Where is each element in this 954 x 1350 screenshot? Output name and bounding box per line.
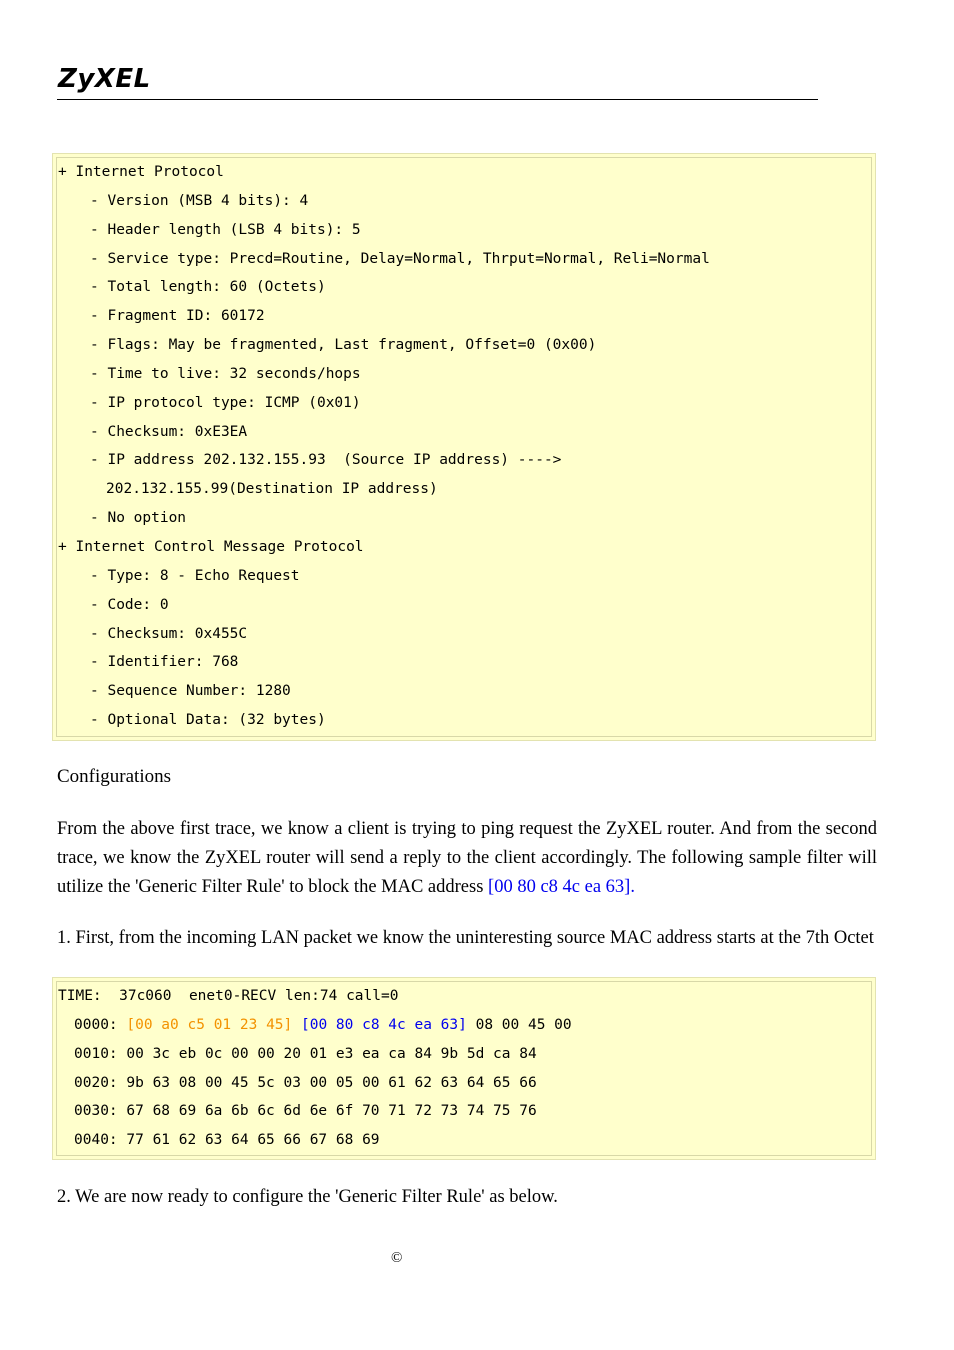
paragraph-text: From the above first trace, we know a client is trying to ping request the ZyXEL router. And from the second trace, we know the ZyXEL router will send a reply to the client accordingly. The following sample filter will utilize the 'Generic Filter Rule' to block the MAC address (57, 819, 877, 897)
hex-line: 0020: 9b 63 08 00 45 5c 03 00 05 00 61 62 63 64 65 66 (74, 1074, 537, 1091)
hex-line: 0010: 00 3c eb 0c 00 00 20 01 e3 ea ca 84 9b 5d ca 84 (74, 1045, 537, 1062)
blocked-mac-address: [00 80 c8 4c ea 63]. (488, 877, 635, 897)
hex-line: 0040: 77 61 62 63 64 65 66 67 68 69 (74, 1132, 380, 1149)
zyxel-logo: ZyXEL (58, 64, 151, 94)
source-mac-bytes: [00 80 c8 4c ea 63] (301, 1016, 467, 1033)
step-one-paragraph: 1. First, from the incoming LAN packet we know the uninteresting source MAC address starts at the 7th Octet (57, 928, 874, 948)
description-paragraph (57, 815, 877, 902)
hex-line: TIME: 37c060 enet0-RECV len:74 call=0 (58, 988, 399, 1004)
trace-line: - Flags: May be fragmented, Last fragment, Offset=0 (0x00) (90, 337, 597, 354)
trace-line: - Type: 8 - Echo Request (90, 567, 300, 584)
hex-space (292, 1017, 301, 1033)
trace-line: - Total length: 60 (Octets) (90, 279, 326, 296)
trace-line: - Checksum: 0x455C (90, 625, 248, 642)
copyright-symbol: © (391, 1250, 403, 1266)
trace-line: - No option (90, 510, 187, 527)
trace-line: - Code: 0 (90, 596, 169, 613)
trace-line: - IP address 202.132.155.93 (Source IP address) ----> (90, 452, 562, 469)
trace-line: - Sequence Number: 1280 (90, 683, 291, 700)
trace-line: - IP protocol type: ICMP (0x01) (90, 394, 361, 411)
step-two-paragraph: 2. We are now ready to configure the 'Generic Filter Rule' as below. (57, 1187, 558, 1207)
hex-offset: 0000: (74, 1016, 127, 1033)
section-heading: Configurations (57, 766, 171, 787)
destination-mac-bytes: [00 a0 c5 01 23 45] (126, 1016, 293, 1033)
trace-line: - Optional Data: (32 bytes) (90, 712, 326, 729)
trace-line: - Fragment ID: 60172 (90, 308, 265, 325)
trace-line: - Checksum: 0xE3EA (90, 423, 248, 440)
trace-line: - Version (MSB 4 bits): 4 (90, 192, 309, 209)
packet-hex-dump-box (52, 977, 876, 1160)
trace-line: + Internet Control Message Protocol (58, 538, 364, 555)
trace-line: 202.132.155.99(Destination IP address) (106, 481, 438, 498)
hex-remaining-bytes: 08 00 45 00 (466, 1016, 572, 1033)
trace-line: - Header length (LSB 4 bits): 5 (90, 221, 361, 238)
hex-line (58, 1011, 875, 1040)
trace-line: - Time to live: 32 seconds/hops (90, 365, 361, 382)
hex-line: 0030: 67 68 69 6a 6b 6c 6d 6e 6f 70 71 72 73 74 75 76 (74, 1103, 537, 1120)
header-divider (57, 99, 818, 100)
trace-line: - Service type: Precd=Routine, Delay=Normal, Thrput=Normal, Reli=Normal (90, 250, 710, 267)
trace-line: - Identifier: 768 (90, 654, 239, 671)
trace-line: + Internet Protocol (58, 164, 224, 180)
ip-trace-box (52, 153, 876, 741)
